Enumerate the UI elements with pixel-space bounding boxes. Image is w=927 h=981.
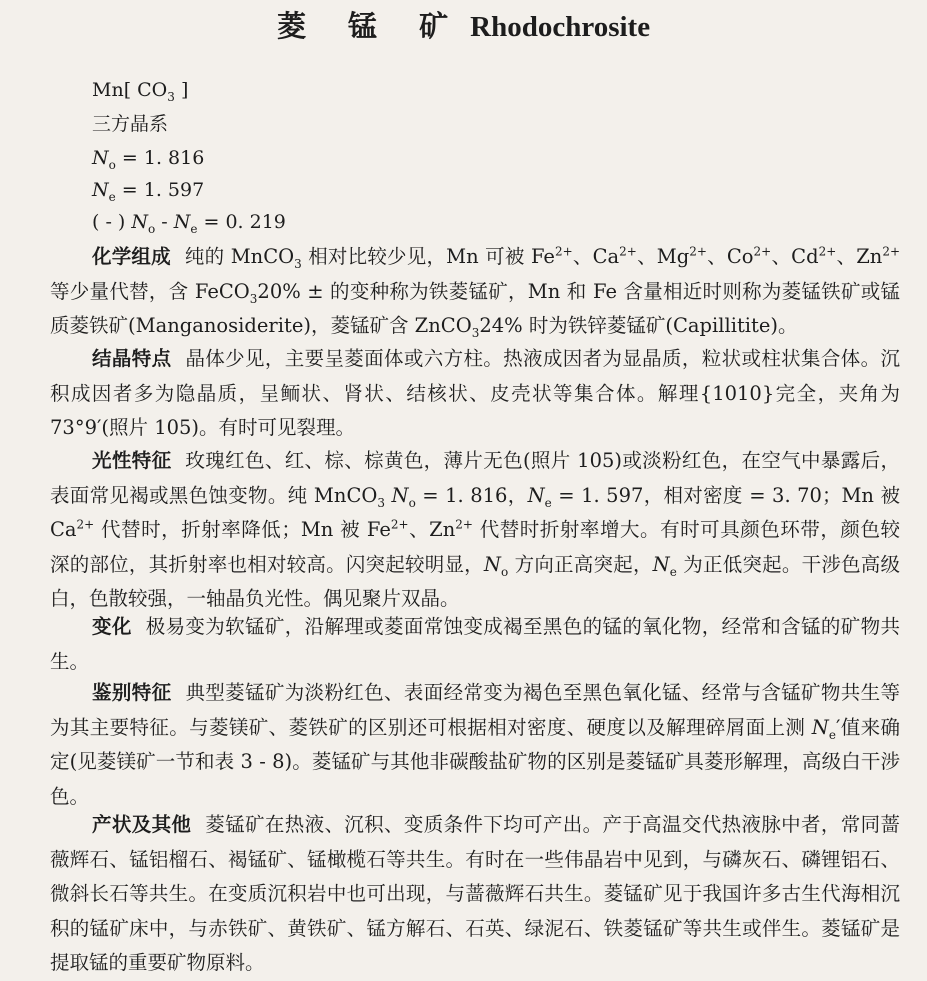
section-heading: 化学组成	[92, 245, 171, 268]
refractive-index-no: $N_o = 1$. 816	[92, 147, 205, 172]
crystal-system: 三方晶系	[92, 113, 169, 135]
title-english: Rhodochrosite	[470, 11, 651, 43]
refractive-index-ne: $N_e = 1$. 597	[92, 179, 205, 204]
section-crystal-features: 结晶特点 晶体少见，主要呈菱面体或六方柱。热液成因者为显晶质，粒状或柱状集合体。沉积成因者多为隐晶质，呈鲕状、肾状、结核状、皮壳状等集合体。解理{1010}完全，夹角为 73°9′(照片 105)。有时可见裂理。	[50, 347, 900, 439]
section-occurrence: 产状及其他 菱锰矿在热液、沉积、变质条件下均可产出。产于高温交代热液脉中者，常同蔷薇辉石、锰铝榴石、褐锰矿、锰橄榄石等共生。有时在一些伟晶岩中见到，与磷灰石、磷锂铝石、微斜长石等共生。在变质沉积岩中也可出现，与蔷薇辉石共生。菱锰矿见于我国许多古生代海相沉积的锰矿床中，与赤铁矿、黄铁矿、锰方解石、石英、绿泥石、铁菱锰矿等共生或伴生。菱锰矿是提取锰的重要矿物原料。	[50, 813, 900, 974]
chemical-formula: Mn[ $CO_3$ ]	[92, 79, 189, 104]
section-alteration: 变化 极易变为软锰矿，沿解理或菱面常蚀变成褐至黑色的锰的氧化物，经常和含锰的矿物共生。	[50, 615, 900, 673]
section-chemical-composition: 化学组成 纯的 MnCO$_3$ 相对比较少见，Mn 可被 $Fe^{2+}$、$Ca^{2+}$、$Mg^{2+}$、$Co^{2+}$、$Cd^{2+}$、$Zn^{2+}$ 等少量代替，含 FeCO$_3$20% ± 的变种称为铁菱锰矿，Mn 和 Fe 含量相近时则称为菱锰铁矿或锰质菱铁矿(Manganosiderite)，菱锰矿含 ZnCO$_3$24% 时为铁锌菱锰矿(Capillitite)。	[50, 244, 901, 340]
section-optical-properties: 光性特征 玫瑰红色、红、棕、棕黄色，薄片无色(照片 105)或淡粉红色，在空气中暴露后，表面常见褐或黑色蚀变物。纯 MnCO$_3$ $N_o = 1$. 816，$N_e = 1$. 597，相对密度 = 3. 70；Mn 被 $Ca^{2+}$ 代替时，折射率降低；Mn 被 $Fe^{2+}$、$Zn^{2+}$ 代替时折射率增大。有时可具颜色环带，颜色较深的部位，其折射率也相对较高。闪突起较明显，$N_o$ 方向正高突起，$N_e$ 为正低突起。干涉色高级白，色散较强，一轴晶负光性。偶见聚片双晶。	[50, 449, 901, 610]
section-identification: 鉴别特征 典型菱锰矿为淡粉红色、表面经常变为褐色至黑色氧化锰、经常与含锰矿物共生等为其主要特征。与菱镁矿、菱铁矿的区别还可根据相对密度、硬度以及解理碎屑面上测 $N_e'$值来确定(见菱镁矿一节和表 3 - 8)。菱锰矿与其他非碳酸盐矿物的区别是菱锰矿具菱形解理，高级白干涉色。	[50, 681, 901, 808]
title-chinese: 菱 锰 矿	[276, 9, 465, 43]
page-title	[0, 6, 927, 47]
section-heading: 变化	[92, 615, 132, 638]
section-heading: 结晶特点	[92, 347, 172, 370]
section-heading: 光性特征	[92, 449, 172, 472]
section-heading: 产状及其他	[92, 813, 192, 836]
birefringence: ( - ) $N_o - N_e = 0$. 219	[92, 211, 286, 236]
section-heading: 鉴别特征	[92, 681, 172, 704]
